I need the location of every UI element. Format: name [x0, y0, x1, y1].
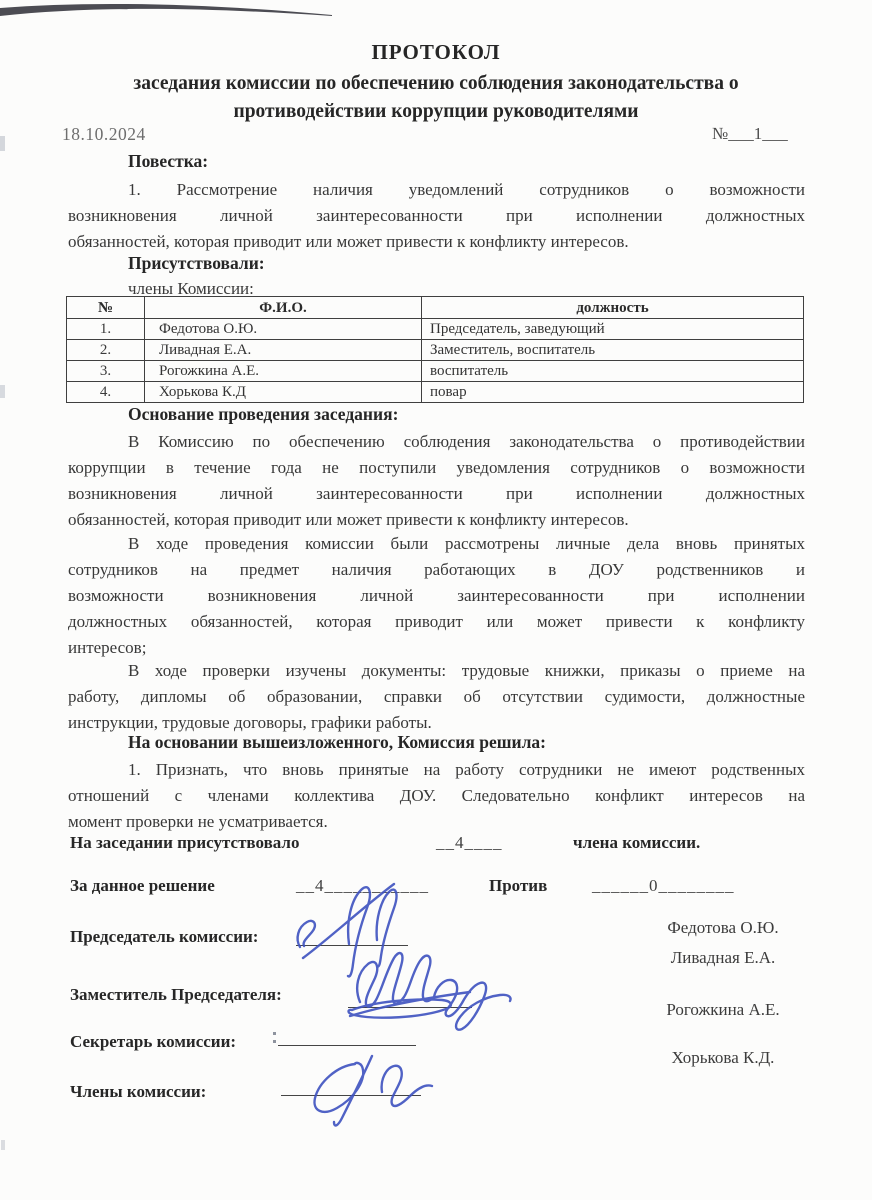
attendance-label: На заседании присутствовало	[70, 833, 300, 852]
row-num: 3.	[67, 361, 145, 382]
document-subtitle: заседания комиссии по обеспечению соблюдения законодательства о	[133, 73, 739, 94]
document-title: ПРОТОКОЛ	[371, 40, 501, 64]
scan-speck	[1, 1140, 5, 1150]
scan-artifact-streak	[0, 0, 872, 26]
table-row	[67, 340, 804, 361]
signatory-name: Рогожкина А.Е.	[666, 1000, 780, 1019]
scan-speck	[273, 1040, 276, 1043]
row-position: повар	[422, 382, 804, 403]
signatory-name: Хорькова К.Д.	[671, 1048, 775, 1067]
row-name: Ливадная Е.А.	[145, 340, 422, 361]
vote-against-count: ______0________	[592, 876, 735, 895]
scan-speck	[0, 385, 5, 398]
deputy-signature-ink	[349, 953, 511, 1030]
row-num: 4.	[67, 382, 145, 403]
basis-line: сотрудников на предмет наличия работающих в ДОУ родственников и	[68, 560, 805, 579]
agenda-heading: Повестка:	[128, 151, 209, 171]
basis-heading: Основание проведения заседания:	[128, 404, 399, 424]
attendance-count: __4____	[436, 833, 503, 852]
chairman-signature-line	[296, 945, 408, 946]
deputy-signature-line	[348, 1007, 472, 1008]
basis-line: В ходе проверки изучены документы: трудовые книжки, приказы о приеме на	[128, 661, 805, 680]
basis-line: должностных обязанностей, которая приводит или может привести к конфликту	[68, 612, 805, 631]
row-position: воспитатель	[422, 361, 804, 382]
basis-line: работу, дипломы об образовании, справки об отсутствии судимости, должностные	[68, 687, 805, 706]
document-subtitle: противодействии коррупции руководителями	[233, 101, 639, 122]
agenda-line: возникновения личной заинтересованности при исполнении должностных	[68, 206, 805, 225]
members-label: Члены комиссии:	[70, 1082, 207, 1101]
attendees-subheading: члены Комиссии:	[128, 279, 254, 298]
vote-for-label: За данное решение	[70, 876, 215, 895]
row-num: 2.	[67, 340, 145, 361]
col-header-num: №	[67, 297, 145, 319]
resolution-line: 1. Признать, что вновь принятые на работу сотрудники не имеют родственных	[128, 760, 805, 779]
signatory-name: Ливадная Е.А.	[670, 948, 776, 967]
secretary-signature-line	[278, 1045, 416, 1046]
agenda-line: 1. Рассмотрение наличия уведомлений сотрудников о возможности	[128, 180, 805, 199]
row-position: Заместитель, воспитатель	[422, 340, 804, 361]
row-name: Рогожкина А.Е.	[145, 361, 422, 382]
basis-line: возможности возникновения личной заинтересованности при исполнении	[68, 586, 805, 605]
basis-line: обязанностей, которая приводит или может привести к конфликту интересов.	[68, 510, 629, 529]
basis-line: интересов;	[68, 638, 147, 657]
basis-line: возникновения личной заинтересованности при исполнении должностных	[68, 484, 805, 503]
resolution-heading: На основании вышеизложенного, Комиссия решила:	[128, 732, 546, 752]
col-header-position: должность	[422, 297, 804, 319]
basis-line: коррупции в течение года не поступили уведомления сотрудников о возможности	[68, 458, 805, 477]
resolution-line: отношений с членами коллектива ДОУ. Следовательно конфликт интересов на	[68, 786, 805, 805]
basis-line: В Комиссию по обеспечению соблюдения законодательства о противодействии	[128, 432, 805, 451]
scan-speck	[0, 136, 5, 151]
attendance-suffix: члена комиссии.	[573, 833, 701, 852]
basis-line: инструкции, трудовые договоры, графики работы.	[68, 713, 432, 732]
table-row	[67, 361, 804, 382]
basis-line: В ходе проведения комиссии были рассмотрены личные дела вновь принятых	[128, 534, 805, 553]
members-signature-line	[281, 1095, 421, 1096]
chairman-label: Председатель комиссии:	[70, 927, 259, 946]
table-row	[67, 382, 804, 403]
document-number: №___1___	[712, 124, 788, 143]
members-signature-ink	[315, 1056, 432, 1125]
secretary-label: Секретарь комиссии:	[70, 1032, 237, 1051]
chairman-signature-ink	[298, 884, 397, 976]
resolution-line: момент проверки не усматривается.	[68, 812, 328, 831]
signatory-name: Федотова О.Ю.	[667, 918, 779, 937]
table-header-row	[67, 297, 804, 319]
row-position: Председатель, заведующий	[422, 319, 804, 340]
vote-for-count: __4___________	[296, 876, 429, 895]
row-num: 1.	[67, 319, 145, 340]
attendees-heading: Присутствовали:	[128, 253, 265, 273]
deputy-label: Заместитель Председателя:	[70, 985, 282, 1004]
row-name: Хорькова К.Д	[145, 382, 422, 403]
col-header-name: Ф.И.О.	[145, 297, 422, 319]
vote-against-label: Против	[489, 876, 548, 895]
row-name: Федотова О.Ю.	[145, 319, 422, 340]
document-date: 18.10.2024	[62, 124, 146, 144]
agenda-line: обязанностей, которая приводит или может привести к конфликту интересов.	[68, 232, 629, 251]
attendees-table	[66, 296, 804, 403]
table-row	[67, 319, 804, 340]
scan-speck	[273, 1032, 276, 1035]
